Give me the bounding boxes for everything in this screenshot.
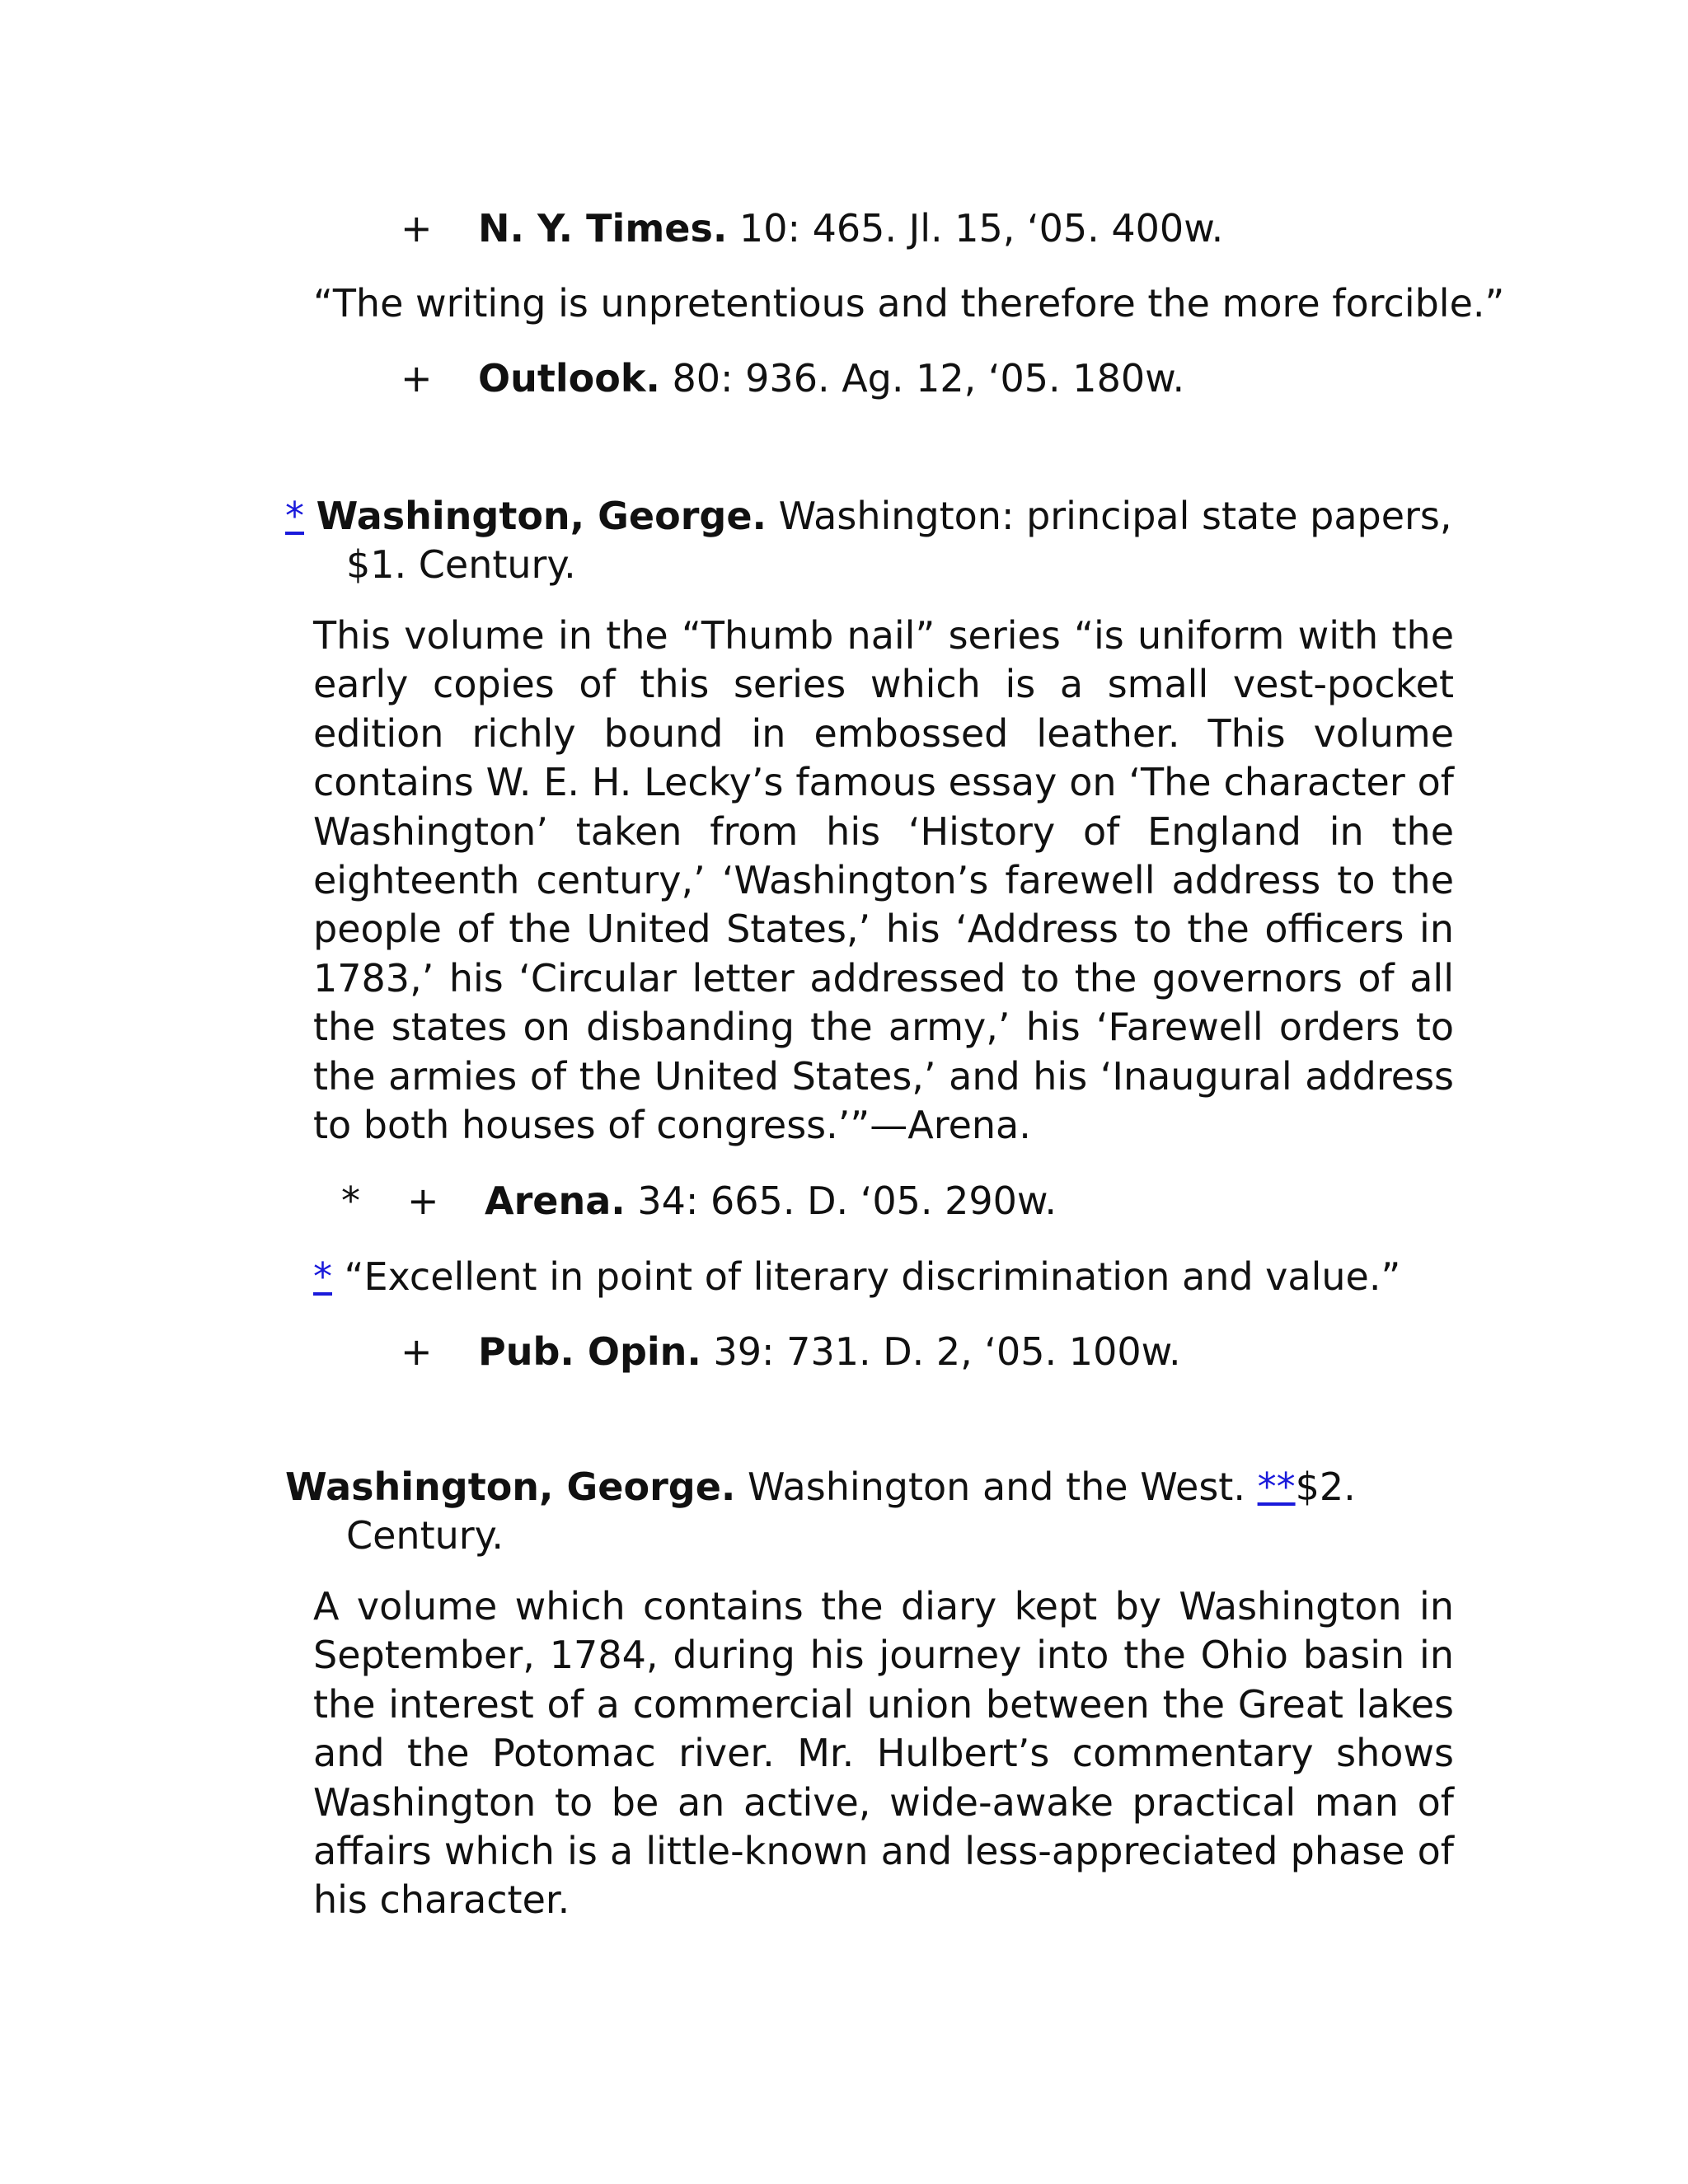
citation-ref: 80: 936. Ag. 12, ‘05. 180w. [659,356,1185,401]
book-entry-heading [285,492,1454,589]
entry-description: This volume in the “Thumb nail” series “is uniform with the early copies of this series which is a small vest-pocket edition richly bound in embossed leather. This volume contains W. E. H. Lecky’s famous essay on ‘The character of Washington’ taken from his ‘History of England in the eighteenth century,’ ‘Washington’s farewell address to the people of the United States,’ his ‘Address to the officers in 1783,’ his ‘Circular letter addressed to the governors of all the states on disbanding the army,’ his ‘Farewell orders to the armies of the United States,’ and his ‘Inaugural address to both houses of congress.’”—Arena. [313,613,1454,1148]
quote-text: “Excellent in point of literary discrimination and value.” [344,1254,1401,1299]
citation-source: Arena. [485,1179,626,1223]
plus-sign: + [401,356,433,401]
entry-description: A volume which contains the diary kept by Washington in September, 1784, during his journey into the Ohio basin in the interest of a commercial union between the Great lakes and the Potomac river. Mr. Hulbert’s commentary shows Washington to be an active, wide-awake practical man of affairs which is a little-known and less-appreciated phase of his character. [313,1584,1454,1923]
book-entry-heading [285,1463,1454,1560]
review-quote [313,1253,1400,1301]
entry-author: Washington, George. [316,494,767,538]
plus-sign: + [401,206,433,251]
entry-heading-line [285,492,1454,541]
entry-publisher: $1. Century. [346,542,576,587]
review-quote: “The writing is unpretentious and therefore the more forcible.” [313,281,1505,326]
double-star-link[interactable]: ** [1257,1465,1296,1509]
entry-title: Washington: principal state papers, [767,494,1452,538]
star-mark: * [341,1179,360,1223]
citation-ny-times [401,204,1223,253]
citation-ref: 39: 731. D. 2, ‘05. 100w. [701,1329,1181,1374]
entry-author: Washington, George. [285,1465,736,1509]
entry-heading-line [285,1463,1454,1511]
plus-sign: + [401,1329,433,1374]
citation-source: N. Y. Times. [478,206,728,251]
citation-source: Outlook. [478,356,660,401]
citation-outlook [401,354,1184,403]
entry-title: Washington and the West. [735,1465,1258,1509]
entry-price: $2. [1295,1465,1356,1509]
entry-publisher: Century. [346,1513,504,1558]
citation-pub-opin [401,1328,1181,1376]
citation-ref: 10: 465. Jl. 15, ‘05. 400w. [727,206,1224,251]
citation-source: Pub. Opin. [478,1329,701,1374]
star-link[interactable]: * [285,494,304,538]
citation-ref: 34: 665. D. ‘05. 290w. [625,1179,1057,1223]
plus-sign: + [407,1179,439,1223]
star-link[interactable]: * [313,1254,332,1299]
citation-arena [341,1177,1057,1226]
